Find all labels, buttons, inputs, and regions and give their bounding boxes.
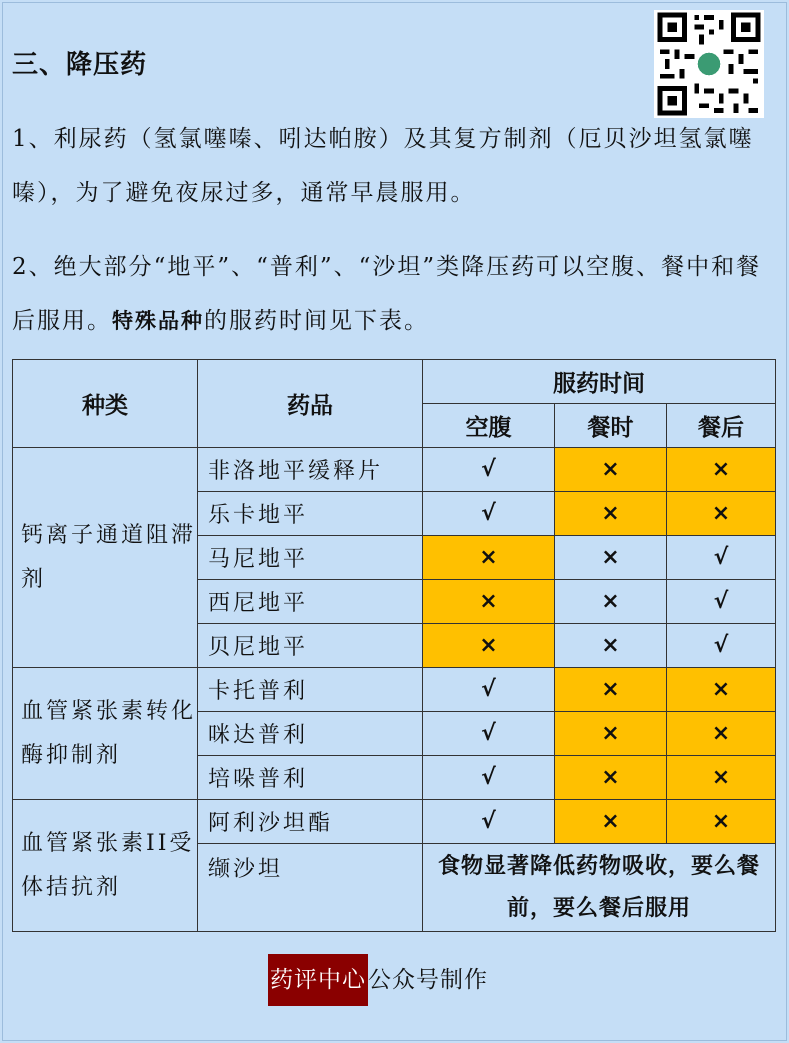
mark-meal: × [555,668,667,712]
mark-meal: × [555,712,667,756]
header-with-meal: 餐时 [555,404,667,448]
mark-after: √ [667,624,776,668]
footer-credit [268,954,488,1006]
mark-empty: × [423,580,555,624]
category-acei: 血管紧张素转化酶抑制剂 [13,668,198,800]
drug-name: 乐卡地平 [198,492,423,536]
mark-after: × [667,668,776,712]
mark-empty: √ [423,756,555,800]
mark-meal: × [555,756,667,800]
mark-after: × [667,756,776,800]
paragraph-diuretics: 1、利尿药（氢氯噻嗪、吲达帕胺）及其复方制剂（厄贝沙坦氢氯噻嗪），为了避免夜尿过多，通常早晨服用。 [12,126,754,206]
mark-empty: √ [423,712,555,756]
table-row [13,448,776,492]
mark-empty: √ [423,800,555,844]
mark-after: × [667,712,776,756]
header-empty-stomach: 空腹 [423,404,555,448]
mark-after: √ [667,580,776,624]
drug-name: 咪达普利 [198,712,423,756]
paragraph-general [12,240,777,348]
section-heading: 三、降压药 [12,50,148,80]
mark-meal: × [555,492,667,536]
mark-empty: √ [423,492,555,536]
mark-meal: × [555,580,667,624]
drug-name: 缬沙坦 [198,844,423,932]
mark-meal: × [555,800,667,844]
mark-empty: √ [423,668,555,712]
drug-name: 西尼地平 [198,580,423,624]
valsartan-note: 食物显著降低药物吸收，要么餐前，要么餐后服用 [423,844,776,932]
drug-name: 贝尼地平 [198,624,423,668]
mark-empty: × [423,536,555,580]
drug-name: 马尼地平 [198,536,423,580]
drug-name: 培哚普利 [198,756,423,800]
mark-after: × [667,492,776,536]
mark-meal: × [555,536,667,580]
header-after-meal: 餐后 [667,404,776,448]
mark-empty: × [423,624,555,668]
paragraph-general-tail: 的服药时间见下表。 [204,308,429,334]
mark-after: × [667,800,776,844]
category-ccb: 钙离子通道阻滞剂 [13,448,198,668]
header-category: 种类 [13,360,198,448]
header-drug: 药品 [198,360,423,448]
mark-after: × [667,448,776,492]
table-row [13,668,776,712]
category-arb: 血管紧张素II受体拮抗剂 [13,800,198,932]
drug-name: 卡托普利 [198,668,423,712]
table-row [13,800,776,844]
special-varieties-emphasis: 特殊品种 [112,309,204,333]
drug-name: 非洛地平缓释片 [198,448,423,492]
mark-empty: √ [423,448,555,492]
dosing-time-table [12,359,776,932]
mark-meal: × [555,624,667,668]
mark-meal: × [555,448,667,492]
footer-text: 公众号制作 [368,967,488,993]
drug-name: 阿利沙坦酯 [198,800,423,844]
mark-after: √ [667,536,776,580]
brand-label: 药评中心 [268,954,368,1006]
qr-code-icon [654,10,764,118]
header-timing: 服药时间 [423,360,776,404]
paragraph-general-text: 2、绝大部分“地平”、“普利”、“沙坦”类降压药可以空腹、餐中和餐后服用。 [12,254,762,334]
